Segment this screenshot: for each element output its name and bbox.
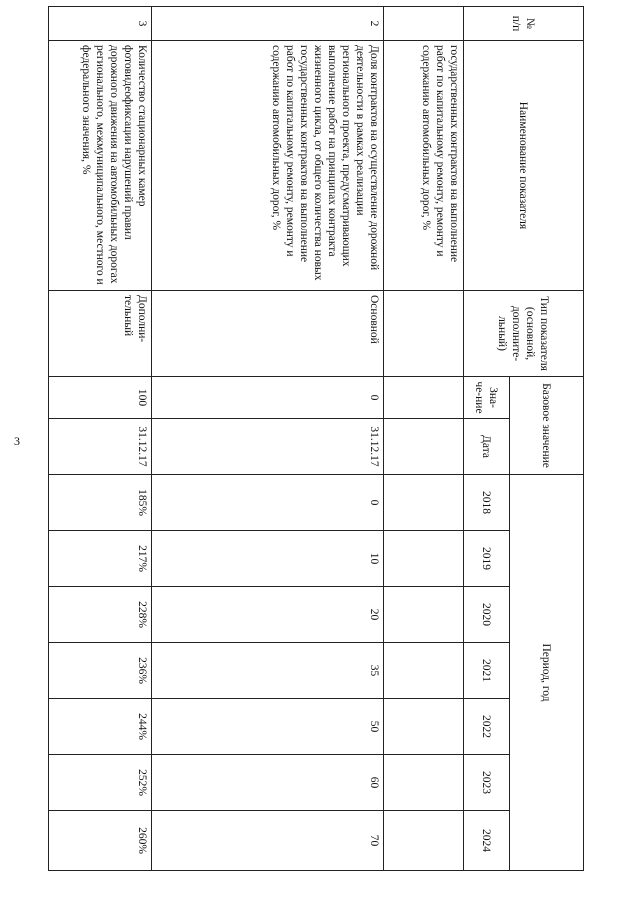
page-number: 3: [14, 434, 20, 448]
row-base-value: 100: [49, 377, 152, 419]
header-num: [464, 7, 584, 41]
table-row: [152, 7, 384, 871]
indicator-table: [48, 6, 584, 871]
row-base-date: 31.12.17: [152, 419, 384, 475]
row-value: [384, 531, 464, 587]
row-value: [384, 643, 464, 699]
row-name: государственных контрактов на выполнение работ по капитальному ремонту, ремонту и содержанию автомобильных дорог, %: [384, 41, 464, 291]
row-value: 10: [152, 531, 384, 587]
header-row-top: [510, 7, 584, 871]
row-value: [384, 699, 464, 755]
row-value: 70: [152, 811, 384, 871]
header-name: [464, 41, 584, 291]
header-year: 2024: [464, 811, 510, 871]
row-value: 217%: [49, 531, 152, 587]
row-value: 185%: [49, 475, 152, 531]
row-value: 236%: [49, 643, 152, 699]
row-value: [384, 587, 464, 643]
header-year: 2022: [464, 699, 510, 755]
row-value: [384, 475, 464, 531]
row-value: 228%: [49, 587, 152, 643]
header-base-value: [464, 377, 510, 419]
header-base-date: [464, 419, 510, 475]
table-row: [49, 7, 152, 871]
header-base-text: Базовое значение: [540, 383, 553, 468]
row-value: 252%: [49, 755, 152, 811]
row-num: 3: [49, 7, 152, 41]
rotated-table-wrapper: [48, 6, 584, 870]
row-value: 260%: [49, 811, 152, 871]
row-value: 60: [152, 755, 384, 811]
row-base-date: [384, 419, 464, 475]
row-base-value: 0: [152, 377, 384, 419]
row-num: [384, 7, 464, 41]
row-value: 0: [152, 475, 384, 531]
header-name-text: Наименование показателя: [517, 101, 530, 230]
row-value: 50: [152, 699, 384, 755]
row-value: 20: [152, 587, 384, 643]
row-value: 244%: [49, 699, 152, 755]
header-year: 2020: [464, 587, 510, 643]
row-name: Доля контрактов на осуществление дорожной деятельности в рамках реализации регионального проекта, предусматривающих выполнение работ на принципах контракта жизненного цикла, от общего количества новых государственных контрактов на выполнение работ по капитальному ремонту, ремонту и содержанию автомобильных дорог, %: [152, 41, 384, 291]
header-base-value-text: Зна-че-ние: [473, 381, 500, 414]
header-year: 2023: [464, 755, 510, 811]
header-year: 2019: [464, 531, 510, 587]
row-value: [384, 755, 464, 811]
header-num-text: № п/п: [510, 15, 537, 32]
row-type: Дополни-тельный: [49, 291, 152, 377]
header-base-date-text: Дата: [480, 435, 493, 458]
row-type: [384, 291, 464, 377]
row-num: 2: [152, 7, 384, 41]
header-base: [510, 377, 584, 475]
header-type-text: Тип показателя (основной, дополните-льный): [496, 296, 551, 371]
row-type: Основной: [152, 291, 384, 377]
row-base-date: 31.12.17: [49, 419, 152, 475]
header-type: [464, 291, 584, 377]
header-year: 2021: [464, 643, 510, 699]
row-name: Количество стационарных камер фотовидеофиксации нарушений правил дорожного движения на автомобильных дорогах регионального, межмуниципального, местного и федерального значения, %: [49, 41, 152, 291]
header-year: 2018: [464, 475, 510, 531]
header-period: [510, 475, 584, 871]
row-base-value: [384, 377, 464, 419]
row-value: [384, 811, 464, 871]
row-value: 35: [152, 643, 384, 699]
table-row: [384, 7, 464, 871]
header-period-text: Период, год: [540, 643, 553, 702]
